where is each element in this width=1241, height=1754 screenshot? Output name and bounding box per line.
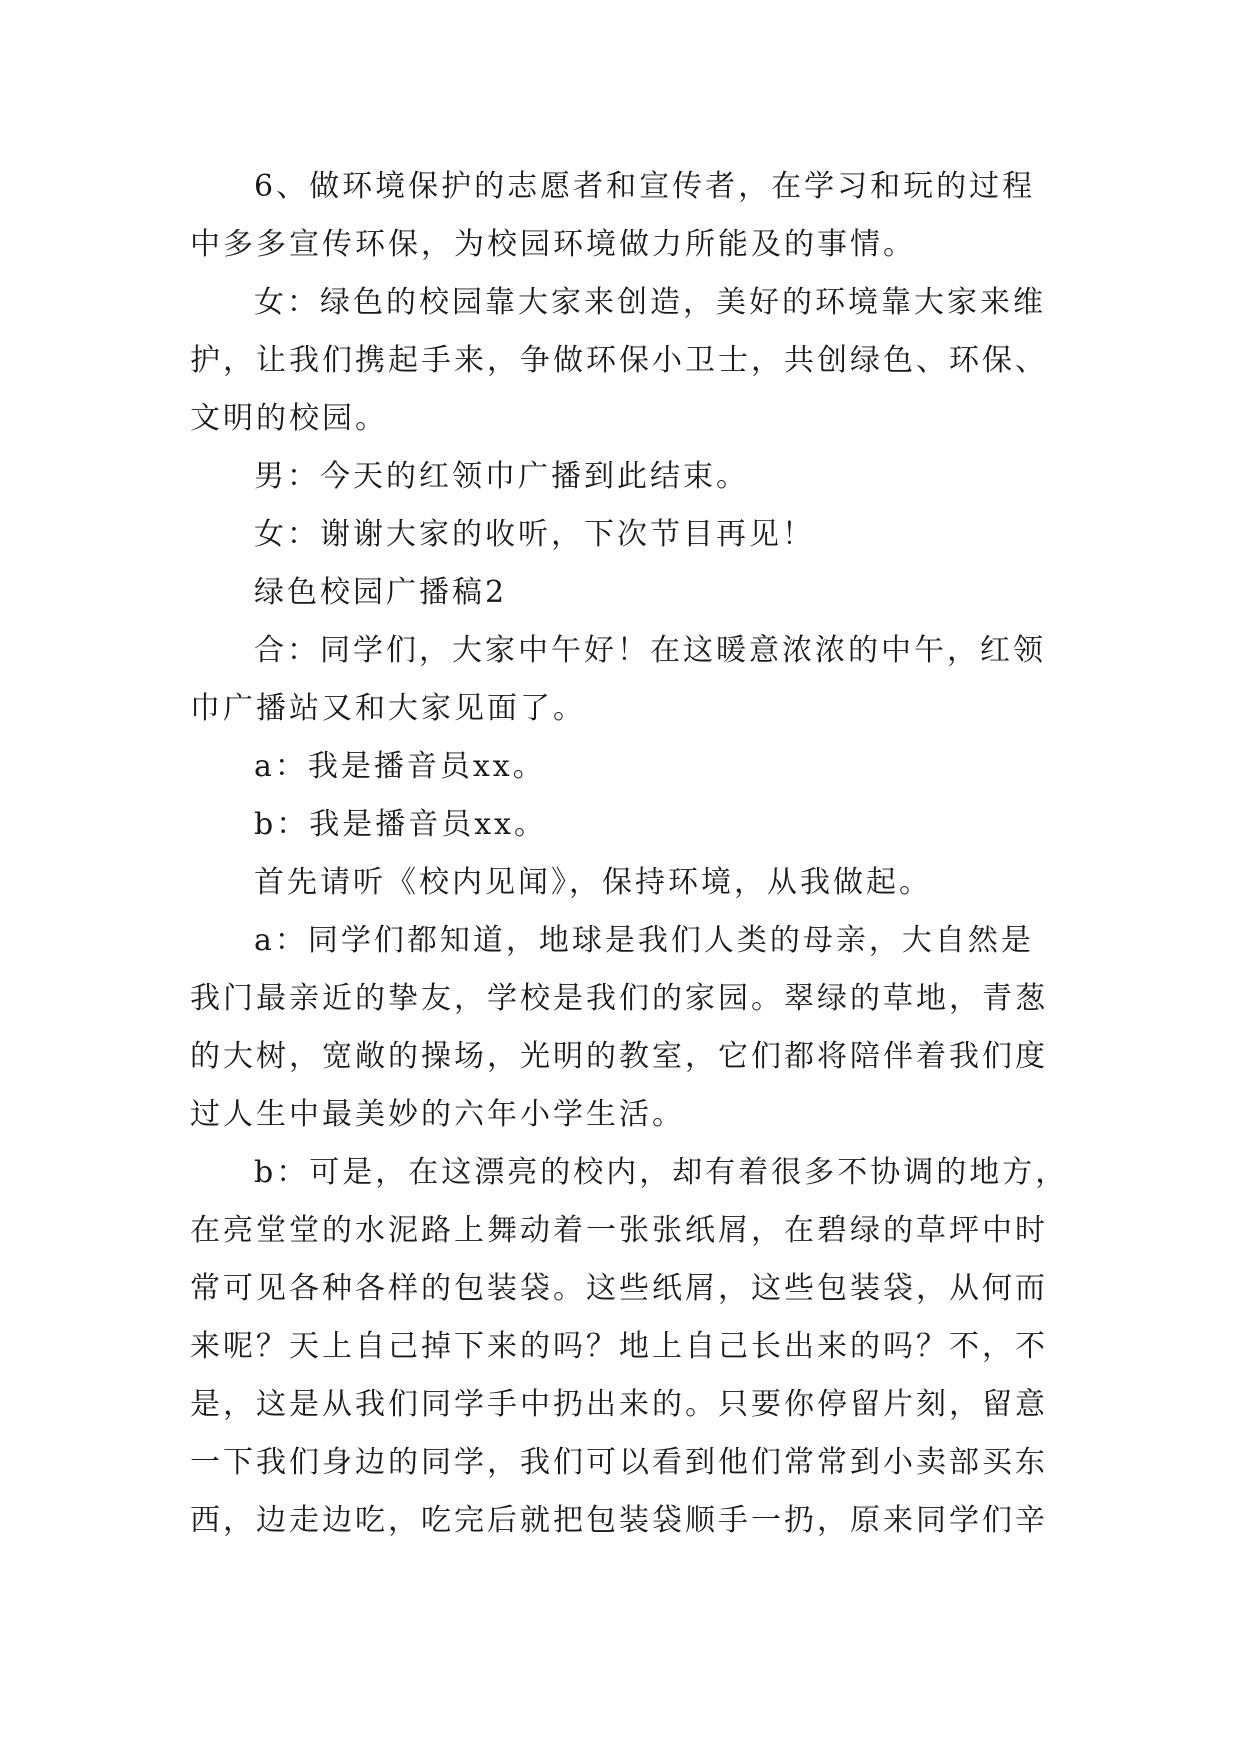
paragraph (190, 1144, 1069, 1550)
text-line: 来呢？天上自己掉下来的吗？地上自己长出来的吗？不，不 (190, 1329, 1048, 1364)
text-line: 中多多宣传环保，为校园环境做力所能及的事情。 (190, 227, 916, 262)
text-line: 西，边走边吃，吃完后就把包装袋顺手一扔，原来同学们辛 (190, 1503, 1048, 1538)
paragraph (190, 506, 1050, 564)
text-line: 过人生中最美妙的六年小学生活。 (190, 1097, 685, 1132)
text-line: 的大树，宽敞的操场，光明的教室，它们都将陪伴着我们度 (190, 1039, 1048, 1074)
text-line: 在亮堂堂的水泥路上舞动着一张张纸屑，在碧绿的草坪中时 (190, 1213, 1048, 1248)
paragraph (190, 448, 1050, 506)
text-line: 常可见各种各样的包装袋。这些纸屑，这些包装袋，从何而 (190, 1271, 1048, 1306)
text-line: a：同学们都知道，地球是我们人类的母亲，大自然是 (254, 923, 1034, 958)
text-line: a：我是播音员xx。 (254, 749, 546, 784)
paragraph (190, 622, 1050, 738)
text-line: 女：绿色的校园靠大家来创造，美好的环境靠大家来维 (254, 285, 1046, 320)
text-line: 巾广播站又和大家见面了。 (190, 691, 586, 726)
text-line: 文明的校园。 (190, 401, 388, 436)
document-body (190, 158, 1069, 1550)
text-line: 一下我们身边的同学，我们可以看到他们常常到小卖部买东 (190, 1445, 1048, 1480)
text-line: 绿色校园广播稿2 (254, 575, 508, 610)
paragraph (190, 274, 1050, 448)
paragraph (190, 564, 1050, 622)
text-line: 女：谢谢大家的收听，下次节目再见！ (254, 517, 815, 552)
paragraph (190, 912, 1050, 1144)
text-line: b：我是播音员xx。 (254, 807, 548, 842)
paragraph (190, 158, 1050, 274)
text-line: 是，这是从我们同学手中扔出来的。只要你停留片刻，留意 (190, 1387, 1048, 1422)
text-line: 6、做环境保护的志愿者和宣传者，在学习和玩的过程 (254, 169, 1036, 204)
paragraph (190, 796, 1050, 854)
text-line: 首先请听《校内见闻》，保持环境，从我做起。 (254, 865, 932, 900)
text-line: 我门最亲近的挚友，学校是我们的家园。翠绿的草地，青葱 (190, 981, 1048, 1016)
text-line: 护，让我们携起手来，争做环保小卫士，共创绿色、环保、 (190, 343, 1048, 378)
text-line: 合：同学们，大家中午好！在这暖意浓浓的中午，红领 (254, 633, 1046, 668)
paragraph (190, 738, 1050, 796)
paragraph (190, 854, 1050, 912)
text-line: 男：今天的红领巾广播到此结束。 (254, 459, 749, 494)
text-line: b：可是，在这漂亮的校内，却有着很多不协调的地方， (254, 1155, 1069, 1190)
